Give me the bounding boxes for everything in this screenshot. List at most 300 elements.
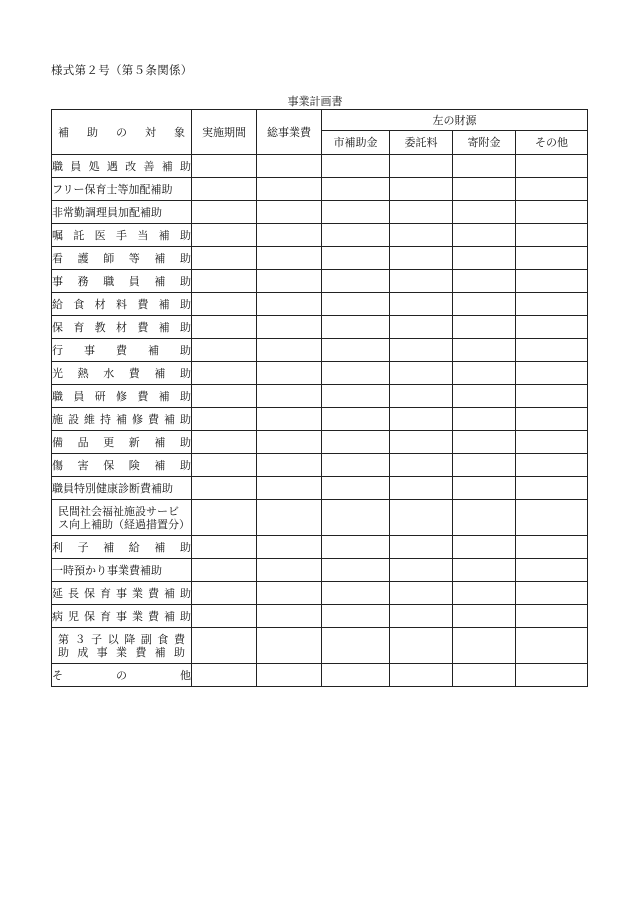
row-label [52,344,191,357]
row-label-char: 水 [103,366,115,380]
table-row [52,582,588,605]
commission-fee-cell[interactable] [390,247,453,270]
table-row [52,431,588,454]
period-cell[interactable] [192,500,257,536]
row-label-char: 害 [77,458,89,472]
table-row [52,408,588,431]
row-label-cell [52,155,192,178]
row-label-char: 研 [94,389,106,403]
city-subsidy-cell[interactable] [322,224,390,247]
row-label-char: 子 [77,540,89,554]
other-cell[interactable] [516,431,588,454]
period-cell[interactable] [192,408,257,431]
other-cell[interactable] [516,605,588,628]
row-label-char: 嘱 [52,228,63,242]
row-label-char: 材 [115,320,127,334]
period-cell[interactable] [192,454,257,477]
row-label [52,587,191,600]
row-label-char: 費 [128,366,140,380]
header-other: その他 [516,131,588,155]
table-row [52,477,588,500]
row-label-char: 成 [77,645,89,659]
table-row [52,201,588,224]
row-label-char: 補 [154,366,166,380]
row-label-cell [52,454,192,477]
commission-fee-cell[interactable] [390,339,453,362]
row-label-char: 児 [68,609,79,623]
row-label-char: 更 [103,435,115,449]
commission-fee-cell[interactable] [390,454,453,477]
row-label [52,321,191,334]
row-label-char: 助 [180,609,191,623]
row-label-cell [52,664,192,687]
commission-fee-cell[interactable] [390,201,453,224]
row-label-char: 補 [103,540,115,554]
row-label-char: 費 [148,609,159,623]
table-row [52,500,588,536]
donation-cell[interactable] [453,536,516,559]
commission-fee-cell[interactable] [390,628,453,664]
total-cost-cell[interactable] [257,385,322,408]
row-label-char: 副 [140,632,152,646]
row-label-char: 師 [103,251,115,265]
row-label-char: 事 [116,609,127,623]
row-label-char: 補 [154,274,166,288]
period-cell[interactable] [192,664,257,687]
row-label-char: 事 [96,645,108,659]
period-cell[interactable] [192,201,257,224]
row-label-char: 助 [179,389,191,403]
row-label-char: 利 [52,540,63,554]
row-label-char: 医 [94,228,106,242]
row-label-char: 助 [179,251,191,265]
city-subsidy-cell[interactable] [322,316,390,339]
row-label-char: 業 [132,609,143,623]
row-label-char: 費 [148,412,159,426]
row-label-char: 員 [73,389,85,403]
row-label-char: 持 [100,412,111,426]
row-label-char: 助 [180,343,191,357]
row-label-char: 費 [135,645,147,659]
row-label-char: 補 [164,609,175,623]
city-subsidy-cell[interactable] [322,247,390,270]
commission-fee-cell[interactable] [390,582,453,605]
commission-fee-cell[interactable] [390,155,453,178]
row-label-char: 保 [84,586,95,600]
city-subsidy-cell[interactable] [322,270,390,293]
row-label-cell [52,316,192,339]
donation-cell[interactable] [453,605,516,628]
row-label: 職員特別健康診断費補助 [52,481,173,495]
header-target [52,110,192,155]
row-label-char: 助 [58,645,69,659]
city-subsidy-cell[interactable] [322,293,390,316]
donation-cell[interactable] [453,500,516,536]
period-cell[interactable] [192,582,257,605]
row-label-char: 事 [52,274,63,288]
row-label-char: 員 [128,274,140,288]
city-subsidy-cell[interactable] [322,605,390,628]
table-row [52,155,588,178]
donation-cell[interactable] [453,201,516,224]
row-label-char: 費 [173,632,185,646]
row-label-char: 熱 [77,366,89,380]
row-label-cell [52,431,192,454]
row-label-cell [52,385,192,408]
other-cell[interactable] [516,536,588,559]
other-cell[interactable] [516,385,588,408]
donation-cell[interactable] [453,247,516,270]
row-label-char: 職 [52,159,63,173]
row-label-char: 他 [180,668,191,682]
period-cell[interactable] [192,385,257,408]
header-funding-sources: 左の財源 [322,110,588,131]
donation-cell[interactable] [453,362,516,385]
row-label-char: 職 [103,274,115,288]
row-label-char: 託 [73,228,85,242]
row-label-cell [52,270,192,293]
other-cell[interactable] [516,178,588,201]
period-cell[interactable] [192,247,257,270]
city-subsidy-cell[interactable] [322,385,390,408]
city-subsidy-cell[interactable] [322,477,390,500]
period-cell[interactable] [192,362,257,385]
row-label-cell [52,582,192,605]
total-cost-cell[interactable] [257,628,322,664]
commission-fee-cell[interactable] [390,270,453,293]
total-cost-cell[interactable] [257,500,322,536]
commission-fee-cell[interactable] [390,500,453,536]
header-target-text [52,126,191,139]
city-subsidy-cell[interactable] [322,454,390,477]
donation-cell[interactable] [453,178,516,201]
row-label-char: の [116,668,127,682]
row-label-char: 備 [52,435,63,449]
period-cell[interactable] [192,270,257,293]
row-label-char: 設 [68,412,79,426]
total-cost-cell[interactable] [257,155,322,178]
header-target-char: 助 [87,125,98,139]
header-target-char: 補 [58,125,69,139]
donation-cell[interactable] [453,155,516,178]
row-label [52,298,191,311]
row-label-char: 品 [77,435,89,449]
row-label-char: 育 [100,586,111,600]
total-cost-cell[interactable] [257,316,322,339]
city-subsidy-cell[interactable] [322,339,390,362]
row-label-char: 費 [137,389,149,403]
commission-fee-cell[interactable] [390,316,453,339]
row-label [52,160,191,173]
row-label [52,229,191,242]
table-row [52,385,588,408]
period-cell[interactable] [192,605,257,628]
total-cost-cell[interactable] [257,664,322,687]
row-label-char: 保 [52,320,63,334]
row-label-char: 降 [124,632,136,646]
donation-cell[interactable] [453,385,516,408]
row-label-char: 材 [94,297,106,311]
commission-fee-cell[interactable] [390,431,453,454]
total-cost-cell[interactable] [257,293,322,316]
row-label-char: 費 [137,320,149,334]
row-label-char: 助 [179,320,191,334]
table-row [52,339,588,362]
city-subsidy-cell[interactable] [322,408,390,431]
city-subsidy-cell[interactable] [322,155,390,178]
city-subsidy-cell[interactable] [322,178,390,201]
row-label [58,633,185,646]
total-cost-cell[interactable] [257,454,322,477]
other-cell[interactable] [516,293,588,316]
row-label-char: 補 [154,540,166,554]
donation-cell[interactable] [453,559,516,582]
header-target-char: の [116,125,127,139]
row-label-cell [52,628,192,664]
row-label: 一時預かり事業費補助 [52,563,162,577]
row-label-char: 食 [73,297,85,311]
city-subsidy-cell[interactable] [322,582,390,605]
donation-cell[interactable] [453,431,516,454]
period-cell[interactable] [192,293,257,316]
total-cost-cell[interactable] [257,431,322,454]
donation-cell[interactable] [453,270,516,293]
row-label [52,413,191,426]
row-label-char: 病 [52,609,63,623]
header-period: 実施期間 [192,110,257,155]
row-label-cell [52,293,192,316]
row-label-cell [52,247,192,270]
row-label-char: 職 [52,389,63,403]
row-label-cell [52,178,192,201]
donation-cell[interactable] [453,454,516,477]
table-row [52,316,588,339]
row-label-char: 当 [137,228,149,242]
commission-fee-cell[interactable] [390,408,453,431]
row-label-char: 助 [179,540,191,554]
row-label [52,541,191,554]
row-label [52,610,191,623]
commission-fee-cell[interactable] [390,477,453,500]
period-cell[interactable] [192,477,257,500]
donation-cell[interactable] [453,582,516,605]
row-label-char: 新 [128,435,140,449]
commission-fee-cell[interactable] [390,224,453,247]
city-subsidy-cell[interactable] [322,362,390,385]
row-label-cell [52,362,192,385]
header-city-subsidy: 市補助金 [322,131,390,155]
other-cell[interactable] [516,247,588,270]
row-label: 非常勤調理員加配補助 [52,205,162,219]
total-cost-cell[interactable] [257,201,322,224]
donation-cell[interactable] [453,477,516,500]
row-label-char: ３ [74,632,86,646]
period-cell[interactable] [192,178,257,201]
other-cell[interactable] [516,454,588,477]
row-label-char: 助 [179,159,191,173]
row-label-char: 助 [179,435,191,449]
row-label-char: 保 [103,458,115,472]
donation-cell[interactable] [453,316,516,339]
row-label-char: 手 [115,228,127,242]
table-row [52,224,588,247]
city-subsidy-cell[interactable] [322,500,390,536]
total-cost-cell[interactable] [257,536,322,559]
period-cell[interactable] [192,431,257,454]
row-label-char: 光 [52,366,63,380]
row-label-char: 長 [68,586,79,600]
row-label-char: 給 [52,297,63,311]
header-target-char: 対 [145,125,156,139]
period-cell[interactable] [192,559,257,582]
other-cell[interactable] [516,155,588,178]
row-label-char: 補 [148,343,159,357]
donation-cell[interactable] [453,628,516,664]
row-label-char: 育 [73,320,85,334]
row-label-char: 補 [158,228,170,242]
row-label-char: 費 [116,343,127,357]
period-cell[interactable] [192,628,257,664]
row-label-char: 助 [179,228,191,242]
plan-table [51,109,588,687]
row-label-char: 費 [148,586,159,600]
header-donation: 寄附金 [453,131,516,155]
row-label-char: 助 [179,274,191,288]
donation-cell[interactable] [453,224,516,247]
commission-fee-cell[interactable] [390,178,453,201]
row-label-char: 助 [179,458,191,472]
other-cell[interactable] [516,500,588,536]
total-cost-cell[interactable] [257,362,322,385]
row-label-cell [52,477,192,500]
header-target-char: 象 [174,125,185,139]
row-label-char: 補 [164,412,175,426]
donation-cell[interactable] [453,664,516,687]
row-label-char: 給 [128,540,140,554]
row-label-char: 事 [116,586,127,600]
row-label: フリー保育士等加配補助 [52,182,173,196]
total-cost-cell[interactable] [257,559,322,582]
period-cell[interactable] [192,339,257,362]
total-cost-cell[interactable] [257,339,322,362]
other-cell[interactable] [516,477,588,500]
row-label-char: 等 [128,251,140,265]
row-label-char: 補 [154,458,166,472]
total-cost-cell[interactable] [257,477,322,500]
commission-fee-cell[interactable] [390,664,453,687]
other-cell[interactable] [516,201,588,224]
row-label [52,367,191,380]
other-cell[interactable] [516,316,588,339]
row-label-char: 処 [88,159,100,173]
city-subsidy-cell[interactable] [322,536,390,559]
other-cell[interactable] [516,628,588,664]
city-subsidy-cell[interactable] [322,628,390,664]
row-label [52,669,191,682]
commission-fee-cell[interactable] [390,385,453,408]
row-label [52,436,191,449]
row-label-char: 修 [132,412,143,426]
row-label-cell [52,536,192,559]
header-commission-fee: 委託料 [390,131,453,155]
total-cost-cell[interactable] [257,270,322,293]
total-cost-cell[interactable] [257,224,322,247]
city-subsidy-cell[interactable] [322,201,390,224]
total-cost-cell[interactable] [257,178,322,201]
table-row [52,178,588,201]
row-label-char: 維 [84,412,95,426]
row-label [52,459,191,472]
row-label-char: 助 [180,412,191,426]
other-cell[interactable] [516,664,588,687]
table-row [52,536,588,559]
other-cell[interactable] [516,408,588,431]
period-cell[interactable] [192,316,257,339]
row-label-char: 料 [115,297,127,311]
table-row [52,605,588,628]
total-cost-cell[interactable] [257,582,322,605]
commission-fee-cell[interactable] [390,536,453,559]
city-subsidy-cell[interactable] [322,559,390,582]
table-row [52,362,588,385]
period-cell[interactable] [192,536,257,559]
row-label-char: 事 [84,343,95,357]
row-label-char: 業 [132,586,143,600]
table-row [52,454,588,477]
total-cost-cell[interactable] [257,247,322,270]
row-label-char: 教 [94,320,106,334]
commission-fee-cell[interactable] [390,605,453,628]
other-cell[interactable] [516,559,588,582]
row-label-char: 補 [158,297,170,311]
donation-cell[interactable] [453,339,516,362]
row-label-cell [52,201,192,224]
row-label-char: 子 [91,632,103,646]
row-label-char: 助 [173,645,185,659]
total-cost-cell[interactable] [257,605,322,628]
row-label-cell [52,559,192,582]
other-cell[interactable] [516,362,588,385]
row-label-char: 補 [158,320,170,334]
row-label-char: 補 [154,251,166,265]
period-cell[interactable] [192,155,257,178]
city-subsidy-cell[interactable] [322,664,390,687]
row-label-char: 遇 [106,159,118,173]
donation-cell[interactable] [453,408,516,431]
city-subsidy-cell[interactable] [322,431,390,454]
table-row [52,559,588,582]
commission-fee-cell[interactable] [390,293,453,316]
table-row [52,628,588,664]
other-cell[interactable] [516,339,588,362]
donation-cell[interactable] [453,293,516,316]
commission-fee-cell[interactable] [390,559,453,582]
other-cell[interactable] [516,582,588,605]
row-label: 民間社会福祉施設サービ [58,504,179,518]
other-cell[interactable] [516,224,588,247]
header-total-cost: 総事業費 [257,110,322,155]
row-label-cell [52,408,192,431]
period-cell[interactable] [192,224,257,247]
commission-fee-cell[interactable] [390,362,453,385]
row-label-char: 以 [107,632,119,646]
row-label-char: 員 [70,159,82,173]
total-cost-cell[interactable] [257,408,322,431]
form-number: 様式第２号（第５条関係） [51,63,193,77]
other-cell[interactable] [516,270,588,293]
row-label-cell [52,339,192,362]
row-label-char: 善 [143,159,155,173]
